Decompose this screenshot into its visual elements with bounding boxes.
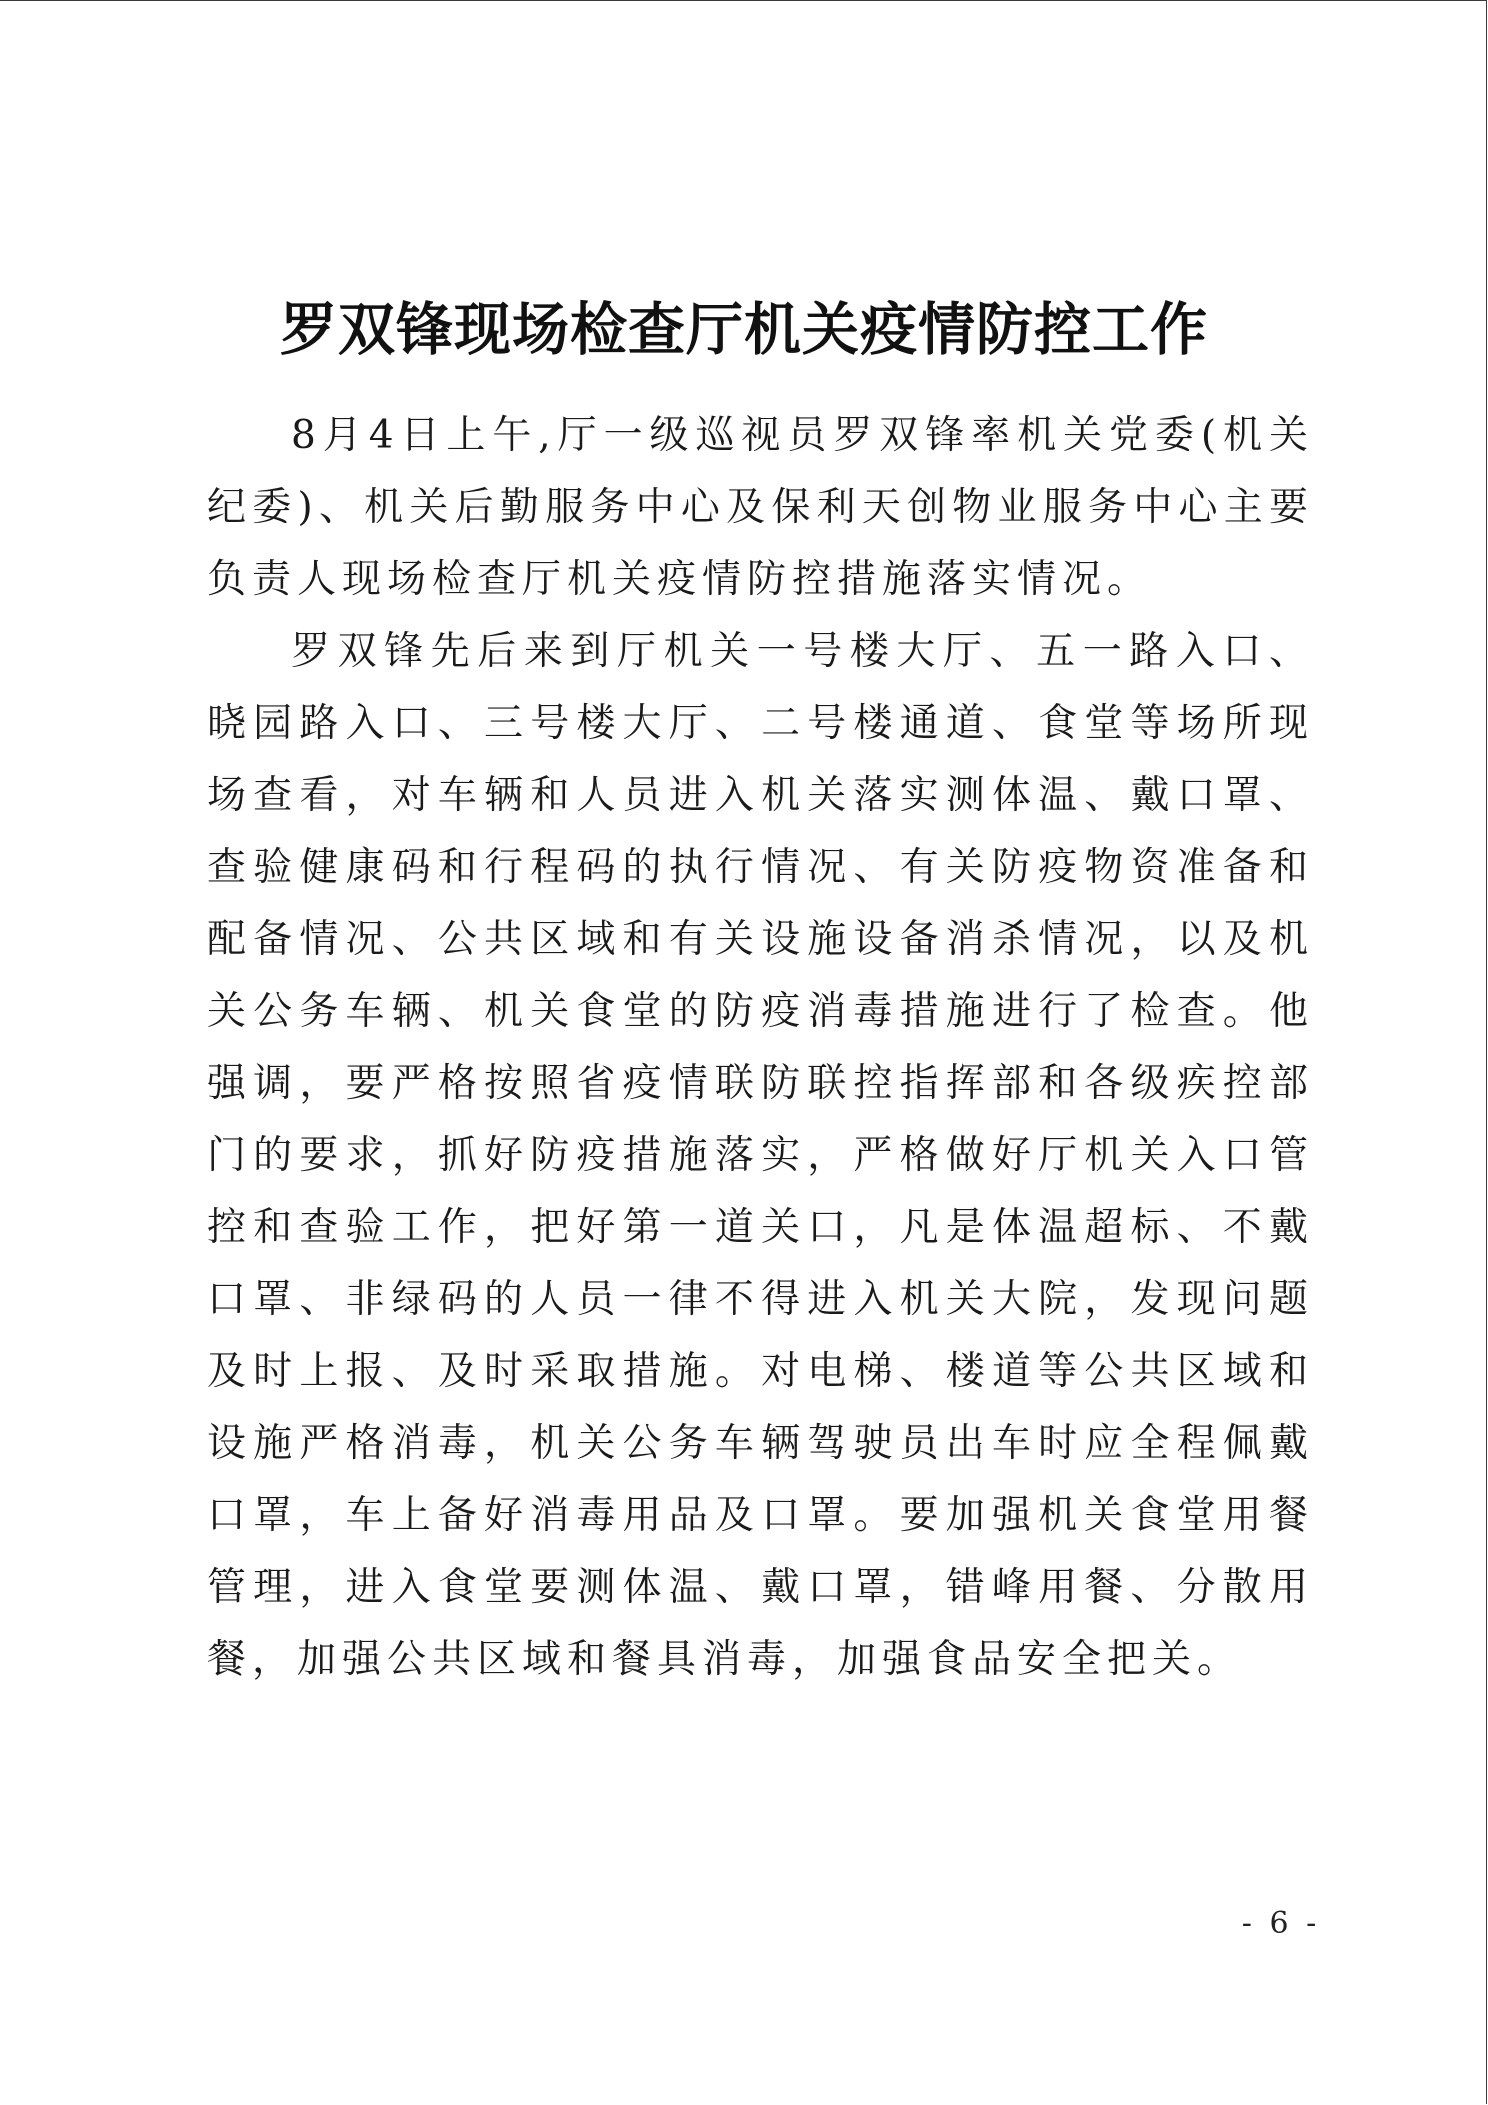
document-body	[207, 400, 1314, 1696]
page-number: - 6 -	[1241, 1906, 1321, 1941]
document-title: 罗双锋现场检查厅机关疫情防控工作	[280, 297, 1208, 364]
paragraph-1: 8月4日上午,厅一级巡视员罗双锋率机关党委(机关纪委)、机关后勤服务中心及保利天创物业服务中心主要负责人现场检查厅机关疫情防控措施落实情况。	[207, 413, 1314, 602]
paragraph-2: 罗双锋先后来到厅机关一号楼大厅、五一路入口、晓园路入口、三号楼大厅、二号楼通道、食堂等场所现场查看，对车辆和人员进入机关落实测体温、戴口罩、查验健康码和行程码的执行情况、有关防疫物资准备和配备情况、公共区域和有关设施设备消杀情况，以及机关公务车辆、机关食堂的防疫消毒措施进行了检查。他强调，要严格按照省疫情联防联控指挥部和各级疾控部门的要求，抓好防疫措施落实，严格做好厅机关入口管控和查验工作，把好第一道关口，凡是体温超标、不戴口罩、非绿码的人员一律不得进入机关大院，发现问题及时上报、及时采取措施。对电梯、楼道等公共区域和设施严格消毒，机关公务车辆驾驶员出车时应全程佩戴口罩，车上备好消毒用品及口罩。要加强机关食堂用餐管理，进入食堂要测体温、戴口罩，错峰用餐、分散用餐，加强公共区域和餐具消毒，加强食品安全把关。	[207, 629, 1314, 1682]
